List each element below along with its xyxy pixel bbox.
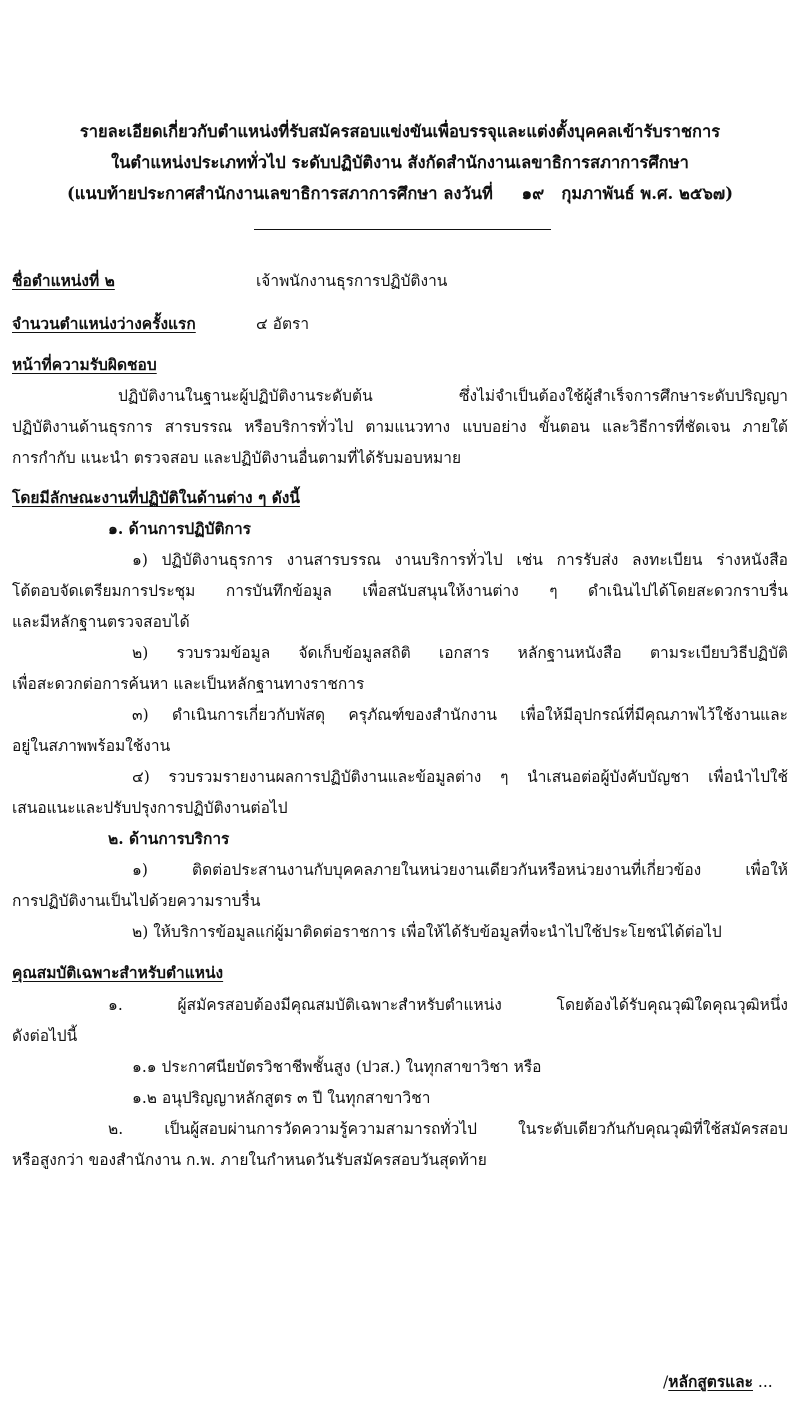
duties-heading: หน้าที่ความรับผิดชอบ xyxy=(12,355,157,374)
svc-item-1-line-1: ๑) ติดต่อประสานงานกับบุคคลภายในหน่วยงานเดียวกันหรือหน่วยงานที่เกี่ยวข้อง เพื่อให้ xyxy=(132,861,788,879)
service-title: ๒. ด้านการบริการ xyxy=(108,829,230,848)
ops-item-3-line-2: อยู่ในสภาพพร้อมใช้งาน xyxy=(12,737,171,755)
header-line-3: (แนบท้ายประกาศสำนักงานเลขาธิการสภาการศึกษา ลงวันที่ ๑๙ กุมภาพันธ์ พ.ศ. ๒๕๖๗) xyxy=(66,184,734,203)
ops-item-1-line-3: และมีหลักฐานตรวจสอบได้ xyxy=(12,613,190,631)
ops-item-2-line-1: ๒) รวบรวมข้อมูล จัดเก็บข้อมูลสถิติ เอกสาร หลักฐานหนังสือ ตามระเบียบวิธีปฏิบัติ xyxy=(132,644,788,662)
qual-item-1-2: ๑.๒ อนุปริญญาหลักสูตร ๓ ปี ในทุกสาขาวิชา xyxy=(132,1089,431,1107)
header-divider xyxy=(254,229,551,230)
qual-item-1-1: ๑.๑ ประกาศนียบัตรวิชาชีพชั้นสูง (ปวส.) ในทุกสาขาวิชา หรือ xyxy=(132,1058,542,1076)
qual-item-2-line-2: หรือสูงกว่า ของสำนักงาน ก.พ. ภายในกำหนดวันรับสมัครสอบวันสุดท้าย xyxy=(12,1151,487,1169)
vacancy-value: ๔ อัตรา xyxy=(256,315,310,333)
duties-line-3: การกำกับ แนะนำ ตรวจสอบ และปฏิบัติงานอื่นตามที่ได้รับมอบหมาย xyxy=(12,449,462,467)
position-name-label: ชื่อตำแหน่งที่ ๒ xyxy=(12,271,115,290)
ops-item-3-line-1: ๓) ดำเนินการเกี่ยวกับพัสดุ ครุภัณฑ์ของสำนักงาน เพื่อให้มีอุปกรณ์ที่มีคุณภาพไว้ใช้งานและ xyxy=(132,706,788,724)
ops-item-4-line-2: เสนอแนะและปรับปรุงการปฏิบัติงานต่อไป xyxy=(12,799,288,817)
vacancy-label: จำนวนตำแหน่งว่างครั้งแรก xyxy=(12,314,196,333)
operations-title: ๑. ด้านการปฏิบัติการ xyxy=(108,519,251,538)
ops-item-1-line-2: โต้ตอบจัดเตรียมการประชุม การบันทึกข้อมูล เพื่อสนับสนุนให้งานต่าง ๆ ดำเนินไปได้โดยสะดวกราบรื่น xyxy=(12,582,788,600)
qual-item-1-line-2: ดังต่อไปนี้ xyxy=(12,1027,78,1045)
svc-item-1-line-2: การปฏิบัติงานเป็นไปด้วยความราบรื่น xyxy=(12,892,261,910)
qual-item-2-line-1: ๒. เป็นผู้สอบผ่านการวัดความรู้ความสามารถทั่วไป ในระดับเดียวกันกับคุณวุฒิที่ใช้สมัครสอบ xyxy=(108,1120,788,1138)
header-line-1: รายละเอียดเกี่ยวกับตำแหน่งที่รับสมัครสอบแข่งขันเพื่อบรรจุและแต่งตั้งบุคคลเข้ารับราชการ xyxy=(79,122,721,141)
continued-footer xyxy=(663,1371,773,1393)
position-name-value: เจ้าพนักงานธุรการปฏิบัติงาน xyxy=(256,272,448,290)
continued-next-section: หลักสูตรและ xyxy=(668,1372,753,1391)
qual-item-1-line-1: ๑. ผู้สมัครสอบต้องมีคุณสมบัติเฉพาะสำหรับตำแหน่ง โดยต้องได้รับคุณวุฒิใดคุณวุฒิหนึ่ง xyxy=(108,996,788,1014)
ops-item-4-line-1: ๔) รวบรวมรายงานผลการปฏิบัติงานและข้อมูลต่าง ๆ นำเสนอต่อผู้บังคับบัญชา เพื่อนำไปใช้ xyxy=(132,768,788,786)
work-heading: โดยมีลักษณะงานที่ปฏิบัติในด้านต่าง ๆ ดังนี้ xyxy=(12,488,300,507)
ops-item-1-line-1: ๑) ปฏิบัติงานธุรการ งานสารบรรณ งานบริการทั่วไป เช่น การรับส่ง ลงทะเบียน ร่างหนังสือ xyxy=(132,551,788,569)
header-line-2: ในตำแหน่งประเภททั่วไป ระดับปฏิบัติงาน สังกัดสำนักงานเลขาธิการสภาการศึกษา xyxy=(111,153,689,172)
svc-item-2-line-1: ๒) ให้บริการข้อมูลแก่ผู้มาติดต่อราชการ เพื่อให้ได้รับข้อมูลที่จะนำไปใช้ประโยชน์ได้ต่อไป xyxy=(132,923,722,941)
qualification-heading: คุณสมบัติเฉพาะสำหรับตำแหน่ง xyxy=(12,963,224,982)
continued-ellipsis: ... xyxy=(753,1373,773,1391)
duties-line-1: ปฏิบัติงานในฐานะผู้ปฏิบัติงานระดับต้น ซึ่งไม่จำเป็นต้องใช้ผู้สำเร็จการศึกษาระดับปริญญา xyxy=(118,387,788,405)
ops-item-2-line-2: เพื่อสะดวกต่อการค้นหา และเป็นหลักฐานทางราชการ xyxy=(12,675,365,693)
duties-line-2: ปฏิบัติงานด้านธุรการ สารบรรณ หรือบริการทั่วไป ตามแนวทาง แบบอย่าง ขั้นตอน และวิธีการที่ชัดเจน ภายใต้ xyxy=(12,418,788,436)
continued-slash: / xyxy=(663,1373,669,1391)
